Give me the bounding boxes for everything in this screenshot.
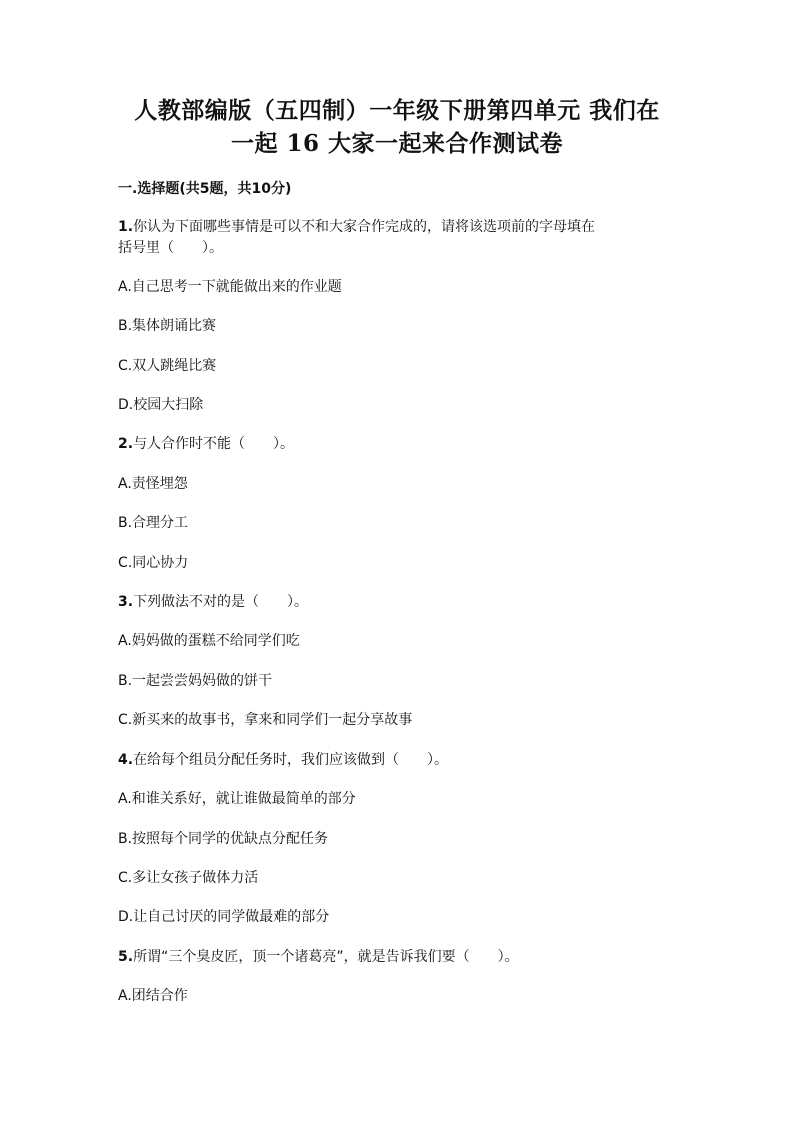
question-number: 1.	[118, 219, 134, 235]
question-4	[118, 750, 678, 770]
document-title-line-1: 人教部编版（五四制）一年级下册第四单元 我们在	[134, 97, 660, 124]
question-5-option-a: A.团结合作	[118, 988, 188, 1004]
question-2-option-c: C.同心协力	[118, 555, 189, 571]
section-heading: 一.选择题(共5题，共10分)	[118, 181, 292, 197]
question-number: 2.	[118, 436, 134, 452]
question-text: 在给每个组员分配任务时，我们应该做到（ ）。	[133, 752, 449, 768]
question-2	[118, 434, 678, 454]
question-4-option-d: D.让自己讨厌的同学做最难的部分	[118, 909, 330, 925]
question-number: 4.	[118, 752, 134, 768]
question-3	[118, 592, 678, 612]
question-4-option-a: A.和谁关系好，就让谁做最简单的部分	[118, 791, 356, 807]
question-2-option-a: A.责怪埋怨	[118, 476, 188, 492]
question-1-option-c: C.双人跳绳比赛	[118, 358, 217, 374]
question-4-option-b: B.按照每个同学的优缺点分配任务	[118, 831, 329, 847]
question-2-option-b: B.合理分工	[118, 515, 189, 531]
document-title-line-2: 一起 16 大家一起来合作测试卷	[230, 130, 564, 157]
question-text: 与人合作时不能（ ）。	[133, 436, 295, 452]
question-text: 下列做法不对的是（ ）。	[133, 594, 309, 610]
question-5	[118, 947, 678, 967]
question-3-option-b: B.一起尝尝妈妈做的饼干	[118, 673, 273, 689]
question-1-option-a: A.自己思考一下就能做出来的作业题	[118, 279, 342, 295]
question-text: 所谓“三个臭皮匠，顶一个诸葛亮”，就是告诉我们要（ ）。	[133, 949, 519, 965]
question-1-continued: 括号里（ ）。	[118, 240, 223, 256]
question-1-option-d: D.校园大扫除	[118, 397, 204, 413]
question-3-option-c: C.新买来的故事书，拿来和同学们一起分享故事	[118, 712, 413, 728]
question-number: 3.	[118, 594, 134, 610]
question-3-option-a: A.妈妈做的蛋糕不给同学们吃	[118, 633, 300, 649]
question-4-option-c: C.多让女孩子做体力活	[118, 870, 259, 886]
question-text: 你认为下面哪些事情是可以不和大家合作完成的，请将该选项前的字母填在	[133, 219, 596, 235]
question-1	[118, 217, 678, 237]
question-1-option-b: B.集体朗诵比赛	[118, 318, 217, 334]
question-number: 5.	[118, 949, 134, 965]
